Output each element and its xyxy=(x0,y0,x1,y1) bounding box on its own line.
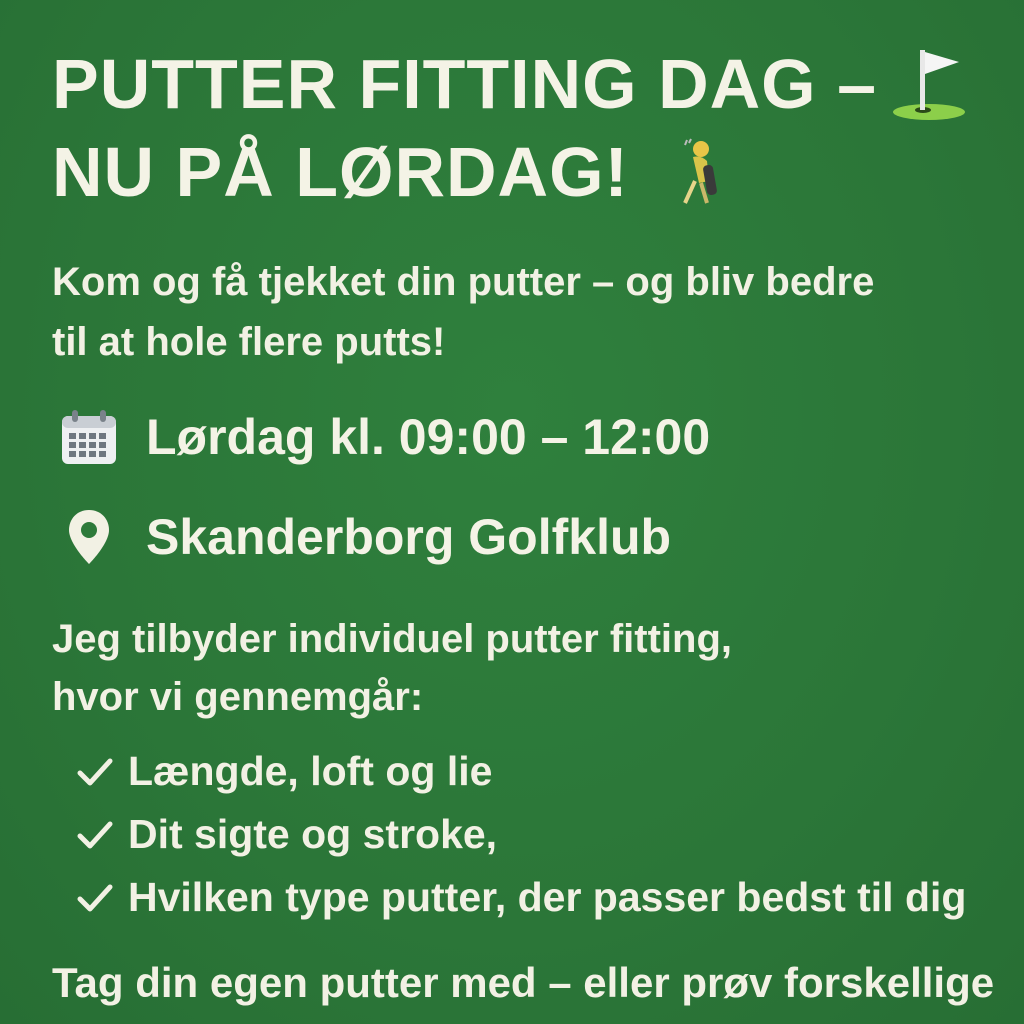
checklist-item xyxy=(74,740,1024,803)
checkmark-icon xyxy=(74,877,116,919)
headline-line-1 xyxy=(52,40,1012,128)
checklist-item xyxy=(74,866,1024,929)
golfer-icon xyxy=(671,137,727,207)
headline-line-2 xyxy=(52,128,1012,216)
intro-line-2: hvor vi gennemgår: xyxy=(52,675,424,719)
event-date-text: Lørdag kl. 09:00 – 12:00 xyxy=(146,409,711,465)
headline-text-1: PUTTER FITTING DAG – xyxy=(52,45,877,123)
checklist-item xyxy=(74,803,1024,866)
golf-flag-icon xyxy=(889,46,969,122)
subtitle xyxy=(52,252,992,372)
checklist-item-text: Længde, loft og lie xyxy=(128,748,493,794)
footer-text xyxy=(52,952,1024,1014)
fitting-checklist xyxy=(74,740,1024,929)
headline xyxy=(52,40,1012,216)
subtitle-line-1: Kom og få tjekket din putter – og bliv bedre xyxy=(52,260,875,304)
event-date-row xyxy=(58,406,710,468)
intro-line-1: Jeg tilbyder individuel putter fitting, xyxy=(52,617,733,661)
event-location-row xyxy=(58,506,671,568)
checklist-item-text: Hvilken type putter, der passer bedst til dig xyxy=(128,874,967,920)
headline-text-2: NU PÅ LØRDAG! xyxy=(52,133,629,211)
checklist-item-text: Dit sigte og stroke, xyxy=(128,811,498,857)
checkmark-icon xyxy=(74,751,116,793)
footer-line-1: Tag din egen putter med – eller prøv forskellige xyxy=(52,959,995,1006)
intro-text xyxy=(52,610,1012,726)
calendar-icon xyxy=(58,406,120,468)
location-pin-icon xyxy=(58,506,120,568)
checkmark-icon xyxy=(74,814,116,856)
event-location-text: Skanderborg Golfklub xyxy=(146,509,672,565)
subtitle-line-2: til at hole flere putts! xyxy=(52,320,446,364)
